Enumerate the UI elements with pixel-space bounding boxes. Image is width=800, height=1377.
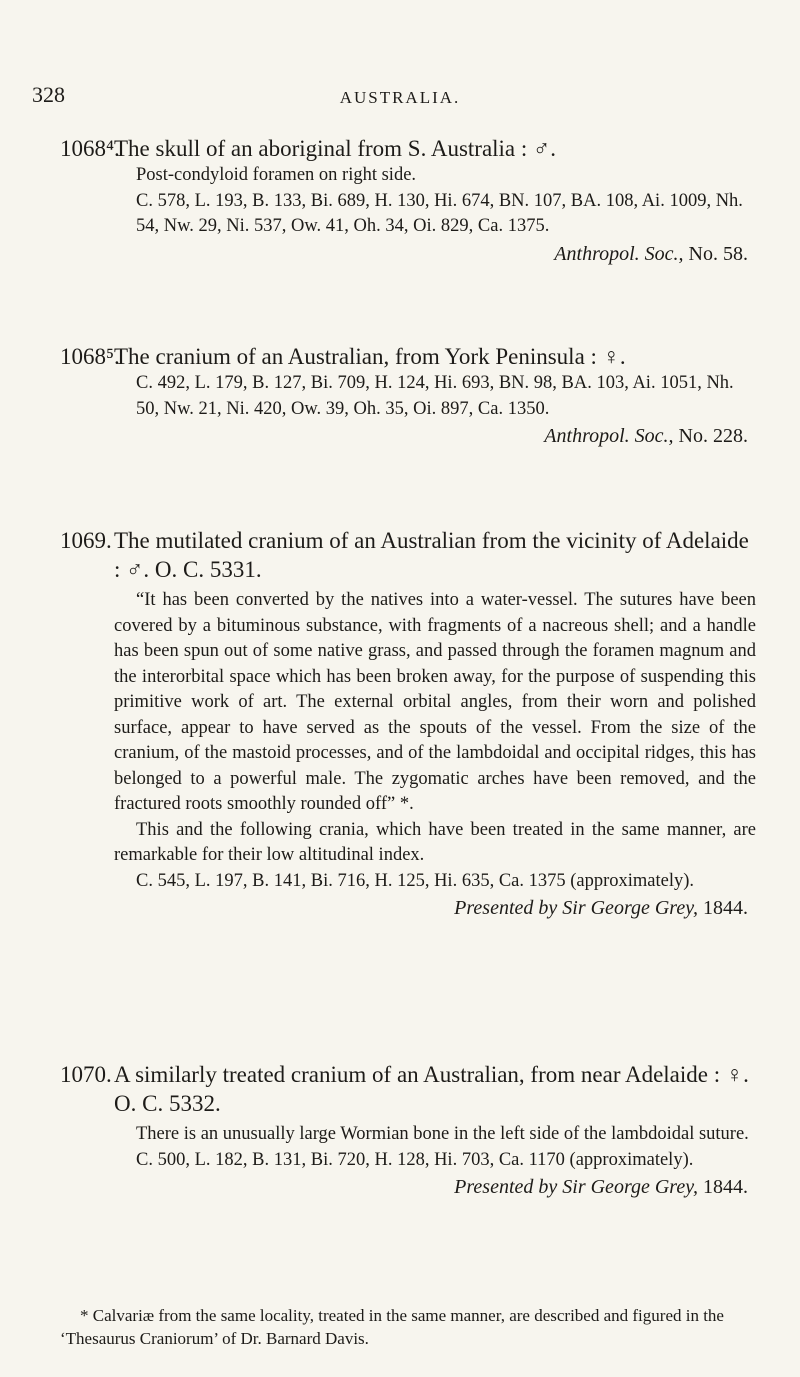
- entry-number: 1070.: [60, 1062, 112, 1087]
- entry-measurements: C. 492, L. 179, B. 127, Bi. 709, H. 124, Hi. 693, BN. 98, BA. 103, Ai. 1051, Nh. 50, Nw. 21, Ni. 420, Ow. 39, Oh. 35, Oi. 897, Ca. 1350.: [136, 373, 734, 419]
- entry-source: Presented by Sir George Grey, 1844.: [454, 897, 748, 919]
- entry-number: 1068⁴.: [60, 136, 120, 161]
- entry-note: There is an unusually large Wormian bone in the left side of the lambdoidal suture.: [136, 1124, 749, 1144]
- entry-source: Anthropol. Soc., No. 228.: [544, 425, 748, 447]
- entry-measurements: C. 578, L. 193, B. 133, Bi. 689, H. 130, Hi. 674, BN. 107, BA. 108, Ai. 1009, Nh. 54, Nw. 29, Ni. 537, Ow. 41, Oh. 34, Oi. 829, Ca. 1375.: [136, 190, 743, 236]
- entry-measurements: C. 500, L. 182, B. 131, Bi. 720, H. 128, Hi. 703, Ca. 1170 (approximately).: [136, 1149, 694, 1170]
- page-number: 328: [32, 82, 65, 107]
- entry-title: The cranium of an Australian, from York Peninsula : ♀.: [114, 344, 626, 369]
- entry-title: The skull of an aboriginal from S. Australia : ♂.: [114, 136, 557, 161]
- catalogue-entry-1070: [60, 1060, 756, 1201]
- footnote: * Calvariæ from the same locality, treated in the same manner, are described and figured in the ‘Thesaurus Craniorum’ of Dr. Barnard Davis.: [60, 1306, 724, 1348]
- entry-measurements: C. 545, L. 197, B. 141, Bi. 716, H. 125, Hi. 635, Ca. 1375 (approximately).: [136, 870, 695, 891]
- entry-note: This and the following crania, which have been treated in the same manner, are remarkable for their low altitudinal index.: [114, 819, 756, 865]
- running-head: AUSTRALIA.: [339, 88, 461, 107]
- catalogue-entry-1068-5: [60, 342, 756, 450]
- entry-source: Presented by Sir George Grey, 1844.: [454, 1176, 748, 1198]
- catalogue-entry-1069: [60, 526, 756, 922]
- entry-source: Anthropol. Soc., No. 58.: [554, 242, 748, 265]
- entry-note: Post-condyloid foramen on right side.: [136, 165, 417, 185]
- entry-number: 1069.: [60, 528, 112, 553]
- entry-title: A similarly treated cranium of an Australian, from near Adelaide : ♀. O. C. 5332.: [114, 1062, 749, 1116]
- entry-number: 1068⁵.: [60, 344, 120, 369]
- catalogue-entry-1068-4: [60, 134, 756, 267]
- entry-title: The mutilated cranium of an Australian from the vicinity of Adelaide : ♂. O. C. 5331.: [114, 528, 749, 582]
- entry-quotation: “It has been converted by the natives into a water-vessel. The sutures have been covered by a bituminous substance, with fragments of a nacreous shell; and a handle has been spun out of some native grass, and passed through the foramen magnum and the interorbital space which has been broken away, for the purpose of suspending this primitive work of art. The external orbital angles, from their worn and polished surface, appear to have served as the spouts of the vessel. From the size of the cranium, of the mastoid processes, and of the lambdoidal and occipital ridges, this has belonged to a powerful male. The zygomatic arches have been removed, and the fractured roots smoothly rounded off” *.: [114, 590, 756, 814]
